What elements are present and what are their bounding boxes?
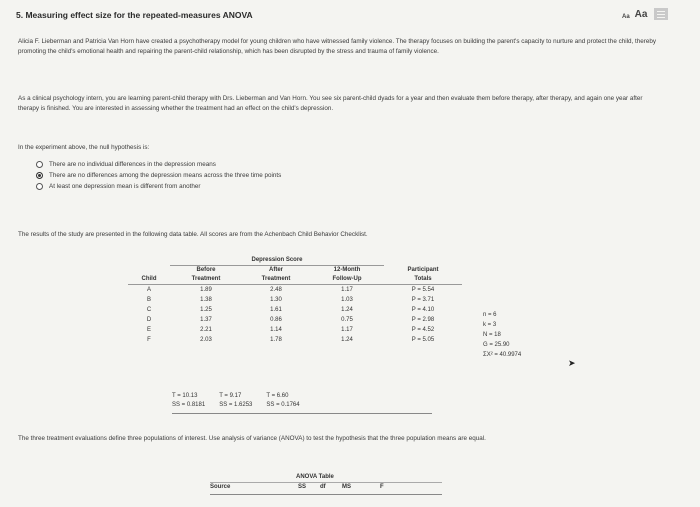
totals-header-1: Participant	[407, 266, 439, 273]
table-row	[128, 295, 462, 305]
before-ss: SS = 0.8181	[172, 402, 206, 408]
before-cell: 1.25	[200, 307, 212, 313]
results-paragraph: The results of the study are presented in the following data table. All scores are from the Achenbach Child Behavior Checklist.	[18, 231, 368, 238]
mouse-cursor-icon: ➤	[568, 358, 576, 368]
before-header-2: Treatment	[170, 275, 242, 285]
total-cell: P = 5.05	[411, 337, 435, 343]
totals-header-2: Totals	[384, 275, 462, 285]
table-row	[128, 335, 462, 345]
after-header-2: Treatment	[242, 275, 310, 285]
hypothesis-options	[36, 159, 281, 192]
before-cell: 1.37	[200, 317, 212, 323]
stat-k: k = 3	[483, 322, 497, 328]
anova-table-header	[210, 484, 400, 490]
total-cell: P = 5.54	[411, 287, 435, 293]
radio-button[interactable]	[36, 161, 43, 168]
table-row	[128, 315, 462, 325]
total-cell: P = 4.52	[411, 327, 435, 333]
child-cell: D	[146, 317, 152, 323]
increase-font-button[interactable]: Aa	[634, 9, 648, 20]
stat-n: n = 6	[483, 312, 497, 318]
after-cell: 1.30	[270, 297, 282, 303]
after-ss: SS = 1.6253	[219, 402, 253, 408]
table-row	[128, 285, 462, 296]
option-at-least-one-different[interactable]	[36, 181, 281, 192]
total-cell: P = 4.10	[411, 307, 435, 313]
divider	[172, 413, 432, 414]
divider	[210, 482, 442, 483]
anova-ms-header: MS	[342, 484, 351, 490]
child-cell: B	[146, 297, 151, 303]
follow-cell: 1.17	[341, 327, 353, 333]
stat-N: N = 18	[483, 332, 501, 338]
after-cell: 1.61	[270, 307, 282, 313]
anova-df-header: df	[320, 484, 326, 490]
follow-cell: 1.03	[341, 297, 353, 303]
follow-cell: 1.17	[341, 287, 353, 293]
child-header: Child	[128, 275, 170, 285]
table-row	[128, 305, 462, 315]
follow-cell: 1.24	[341, 307, 353, 313]
option-individual-differences[interactable]	[36, 159, 281, 170]
anova-ss-header: SS	[298, 484, 307, 490]
after-cell: 2.48	[270, 287, 282, 293]
follow-t: T = 6.60	[266, 393, 289, 399]
divider	[210, 494, 442, 495]
depression-data-table	[128, 256, 462, 345]
after-cell: 1.14	[270, 327, 282, 333]
before-sums	[172, 392, 205, 410]
anova-table-title: ANOVA Table	[296, 474, 334, 480]
follow-header-2: Follow-Up	[310, 275, 384, 285]
option-label: At least one depression mean is different from another	[49, 183, 201, 190]
font-size-controls	[622, 8, 668, 20]
total-cell: P = 3.71	[411, 297, 435, 303]
anova-f-header: F	[380, 484, 384, 490]
follow-cell: 1.24	[341, 337, 353, 343]
anova-source-header: Source	[210, 484, 231, 490]
before-cell: 1.89	[200, 287, 212, 293]
after-sums	[219, 392, 252, 410]
option-no-differences[interactable]	[36, 170, 281, 181]
after-cell: 0.86	[270, 317, 282, 323]
conclusion-paragraph: The three treatment evaluations define three populations of interest. Use analysis of variance (ANOVA) to test the hypothesis that the three population means are equal.	[18, 435, 486, 442]
child-cell: E	[146, 327, 151, 333]
treatment-sums	[172, 392, 300, 410]
after-cell: 1.78	[270, 337, 282, 343]
after-header-1: After	[268, 267, 283, 273]
question-title: 5. Measuring effect size for the repeated-measures ANOVA	[16, 10, 253, 20]
table-row	[128, 325, 462, 335]
summary-stats	[483, 310, 521, 360]
after-t: T = 9.17	[219, 393, 242, 399]
option-label: There are no individual differences in the depression means	[49, 161, 216, 168]
decrease-font-button[interactable]: Aa	[622, 14, 630, 20]
child-cell: A	[146, 287, 151, 293]
follow-cell: 0.75	[341, 317, 353, 323]
depression-score-header: Depression Score	[170, 256, 384, 266]
follow-ss: SS = 0.1764	[266, 402, 300, 408]
scenario-paragraph: As a clinical psychology intern, you are learning parent-child therapy with Drs. Lieberman and Van Horn. You see six parent-child dyads for a year and then evaluate them before therapy, after therapy, and again one year after therapy is finished. You are interested in assessing whether the treatment had an effect on the child's depression.	[18, 95, 643, 112]
radio-button[interactable]	[36, 183, 43, 190]
child-cell: F	[147, 337, 151, 343]
before-t: T = 10.13	[172, 393, 198, 399]
before-cell: 1.38	[200, 297, 212, 303]
follow-header-1: 12-Month	[333, 267, 361, 273]
before-cell: 2.03	[200, 337, 212, 343]
follow-sums	[266, 392, 299, 410]
hypothesis-question: In the experiment above, the null hypothesis is:	[18, 144, 150, 151]
intro-paragraph: Alicia F. Lieberman and Patricia Van Horn have created a psychotherapy model for young children who have witnessed family violence. The therapy focuses on building the parent's capacity to nurture and protect the child, thereby promoting the child's emotional health and repairing the parent-child relationship, which has been disrupted by the stress and trauma of family violence.	[18, 38, 657, 55]
radio-button-selected[interactable]	[36, 172, 43, 179]
option-label: There are no differences among the depression means across the three time points	[49, 172, 282, 179]
stat-G: G = 25.90	[483, 342, 510, 348]
stat-sum-x-squared: ΣX² = 40.9974	[483, 352, 522, 358]
total-cell: P = 2.98	[411, 317, 435, 323]
before-header-1: Before	[196, 267, 216, 273]
print-icon[interactable]	[654, 8, 668, 20]
child-cell: C	[146, 307, 152, 313]
before-cell: 2.21	[200, 327, 212, 333]
